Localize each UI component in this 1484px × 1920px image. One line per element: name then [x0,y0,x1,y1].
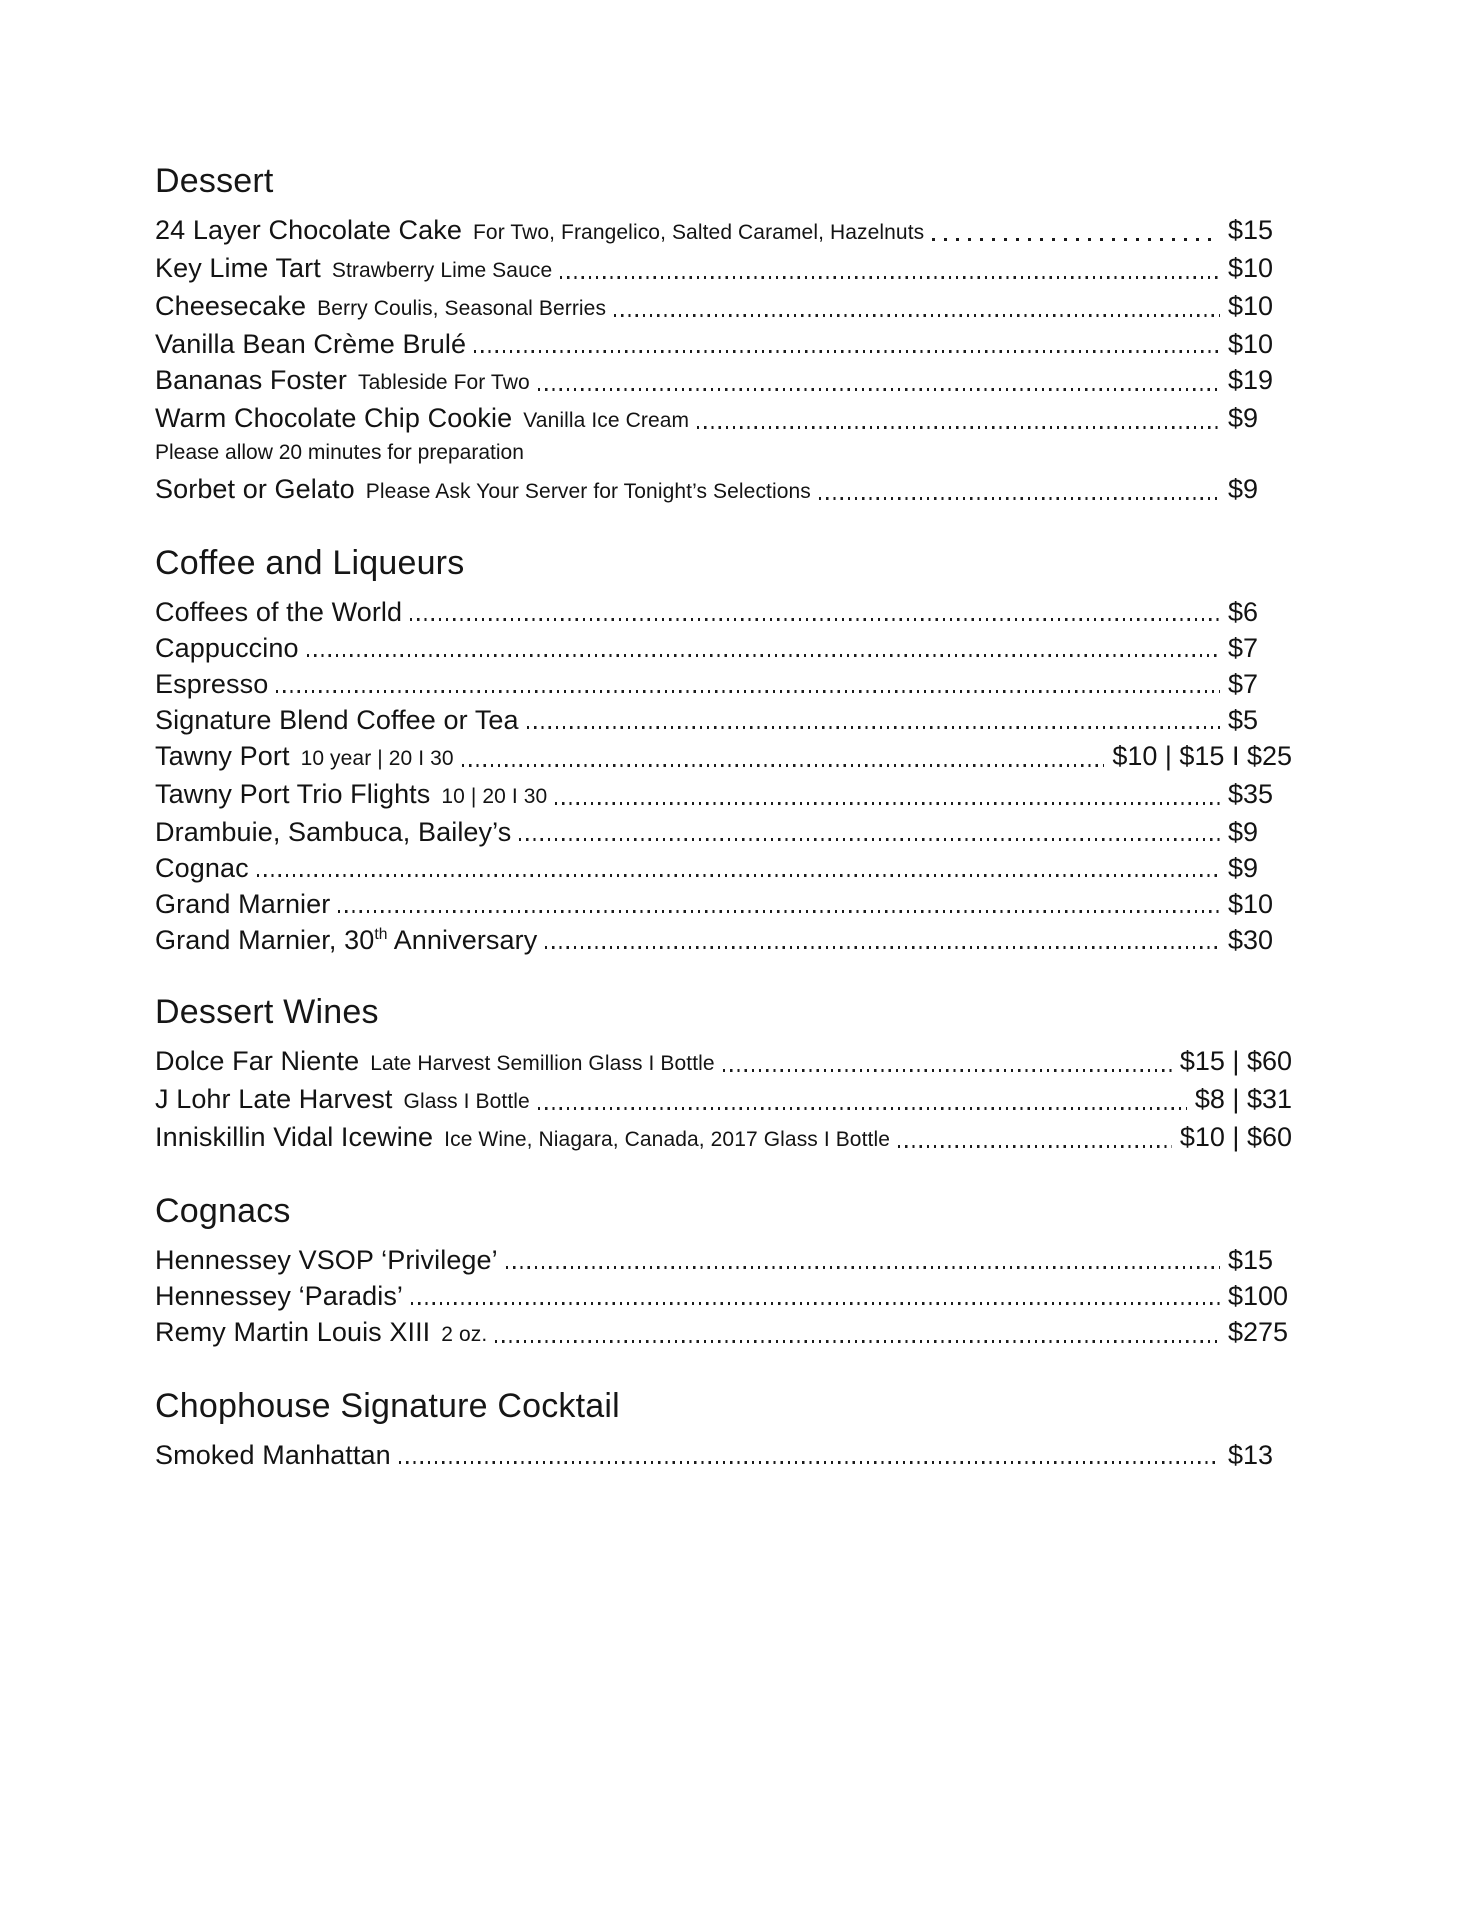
dotted-leader [462,764,1105,767]
item-price: $10 | $60 [1179,1122,1292,1152]
dotted-leader [474,350,1220,353]
item-description: Berry Coulis, Seasonal Berries [317,297,607,320]
dotted-leader [399,1461,1220,1464]
menu-item-row [155,819,1292,846]
menu-item-row [155,635,1292,662]
menu-item-row [155,476,1292,505]
item-price: $7 [1228,633,1259,663]
dotted-leader [932,238,1220,241]
menu-item-row [155,855,1292,882]
menu-section [155,543,1292,954]
item-price: $9 [1228,817,1259,847]
menu-item-row [155,671,1292,698]
item-description: 2 oz. [441,1323,488,1346]
item-name: Key Lime Tart [155,253,321,283]
item-description: 10 | 20 I 30 [441,785,548,808]
dotted-leader [338,910,1220,913]
menu-item-row [155,1247,1292,1274]
dotted-leader [257,874,1220,877]
item-price: $10 [1228,291,1274,321]
item-name: Sorbet or Gelato [155,474,355,504]
item-name: Grand Marnier [155,889,331,919]
menu-item-row [155,217,1292,246]
menu-item-row [155,599,1292,626]
menu-item-row [155,367,1292,396]
menu-item-row [155,707,1292,734]
menu-section [155,992,1292,1153]
item-price: $15 | $60 [1179,1046,1292,1076]
menu-item-row [155,1086,1292,1115]
item-description: Late Harvest Semillion Glass I Bottle [370,1052,715,1075]
section-title: Cognacs [155,1192,291,1230]
dotted-leader [697,426,1220,429]
item-name: Warm Chocolate Chip Cookie [155,403,513,433]
dotted-leader [495,1340,1220,1343]
item-name: Tawny Port [155,741,290,771]
menu-item-row [155,743,1292,772]
item-name: Smoked Manhattan [155,1440,391,1470]
menu-item-row [155,1124,1292,1153]
item-name: Grand Marnier, 30th Anniversary [155,925,538,955]
section-title: Dessert [155,162,274,200]
item-name: Inniskillin Vidal Icewine [155,1122,434,1152]
item-description: Vanilla Ice Cream [523,409,690,432]
dotted-leader [560,276,1220,279]
section-title: Coffee and Liqueurs [155,544,465,582]
dotted-leader [555,802,1220,805]
item-name: J Lohr Late Harvest [155,1084,393,1114]
item-name: Bananas Foster [155,365,348,395]
menu-item-row [155,255,1292,284]
dotted-leader [545,946,1220,949]
menu-item-row [155,293,1292,322]
item-name: Drambuie, Sambuca, Bailey’s [155,817,512,847]
item-price: $15 [1228,1245,1274,1275]
menu-item-row [155,331,1292,358]
dotted-leader [276,690,1220,693]
menu-item-row [155,927,1292,954]
item-price: $19 [1228,365,1274,395]
item-name: 24 Layer Chocolate Cake [155,215,462,245]
item-price: $10 | $15 I $25 [1112,741,1292,771]
item-price: $9 [1228,853,1259,883]
item-name: Cheesecake [155,291,307,321]
item-description: Glass I Bottle [403,1090,530,1113]
item-price: $10 [1228,329,1274,359]
dotted-leader [506,1266,1220,1269]
dotted-leader [307,654,1220,657]
item-note: Please allow 20 minutes for preparation [155,441,524,464]
item-description: Please Ask Your Server for Tonight’s Selections [365,480,811,503]
item-price: $15 [1228,215,1274,245]
item-name: Remy Martin Louis XIII [155,1317,431,1347]
item-description: For Two, Frangelico, Salted Caramel, Hazelnuts [473,221,925,244]
dotted-leader [519,838,1220,841]
item-price: $9 [1228,474,1259,504]
menu-item-row [155,1283,1292,1310]
section-title: Chophouse Signature Cocktail [155,1387,620,1425]
dotted-leader [538,1107,1187,1110]
item-price: $7 [1228,669,1259,699]
menu-section [155,161,1292,505]
item-price: $10 [1228,889,1274,919]
menu-sections-container [155,161,1292,1469]
dotted-leader [538,388,1220,391]
item-price: $10 [1228,253,1274,283]
menu-item-row [155,781,1292,810]
dotted-leader [723,1069,1172,1072]
dotted-leader [410,618,1220,621]
item-name: Hennessey ‘Paradis’ [155,1281,404,1311]
item-name: Dolce Far Niente [155,1046,360,1076]
dotted-leader [411,1302,1220,1305]
item-price: $8 | $31 [1194,1084,1292,1114]
menu-section [155,1386,1292,1469]
dotted-leader [819,497,1220,500]
item-description: 10 year | 20 I 30 [300,747,454,770]
menu-item-row [155,1048,1292,1077]
item-price: $100 [1228,1281,1289,1311]
menu-item-row [155,891,1292,918]
item-price: $30 [1228,925,1274,955]
item-price: $9 [1228,403,1259,433]
item-name: Vanilla Bean Crème Brulé [155,329,467,359]
item-name: Cognac [155,853,249,883]
item-price: $275 [1228,1317,1289,1347]
menu-item-row [155,1319,1292,1348]
menu-section [155,1191,1292,1348]
dotted-leader [527,726,1220,729]
dotted-leader [614,314,1220,317]
section-title: Dessert Wines [155,993,379,1031]
item-price: $13 [1228,1440,1274,1470]
item-name: Cappuccino [155,633,299,663]
item-name: Espresso [155,669,269,699]
item-description: Tableside For Two [358,371,530,394]
item-description: Ice Wine, Niagara, Canada, 2017 Glass I Bottle [444,1128,890,1151]
item-price: $35 [1228,779,1274,809]
item-description: Strawberry Lime Sauce [331,259,553,282]
dotted-leader [898,1145,1172,1148]
item-price: $6 [1228,597,1259,627]
ordinal-superscript: th [374,926,388,943]
menu-item-row [155,1442,1292,1469]
item-name: Coffees of the World [155,597,403,627]
menu-item-row [155,405,1292,434]
item-name: Signature Blend Coffee or Tea [155,705,519,735]
item-name: Tawny Port Trio Flights [155,779,431,809]
item-name: Hennessey VSOP ‘Privilege’ [155,1245,498,1275]
item-price: $5 [1228,705,1259,735]
